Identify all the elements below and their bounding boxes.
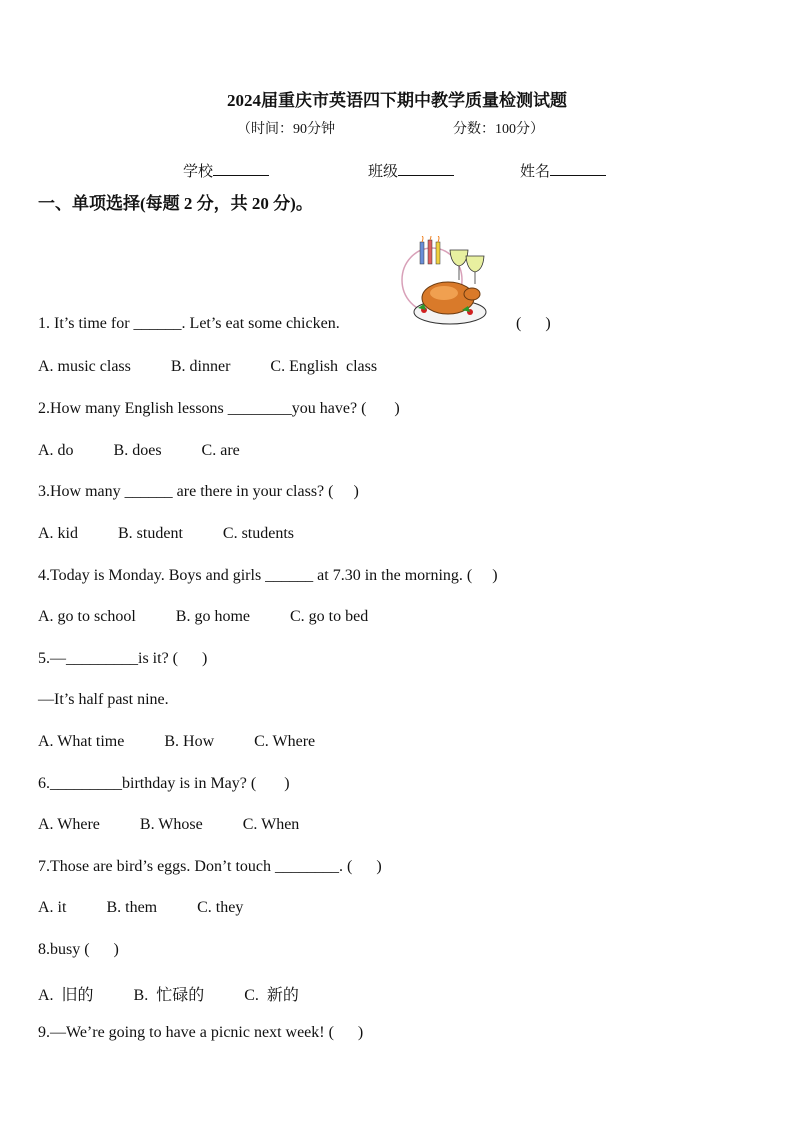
- question-1-stem: 1. It’s time for ______. Let’s eat some chicken.: [38, 315, 340, 332]
- name-field: [520, 160, 606, 181]
- name-label: 姓名: [520, 164, 551, 180]
- class-label: 班级: [368, 164, 399, 180]
- question-6-options: A. Where B. Whose C. When: [38, 816, 300, 833]
- exam-title: 2024届重庆市英语四下期中教学质量检测试题: [227, 91, 567, 110]
- exam-time: （时间：90分钟: [237, 122, 335, 137]
- class-blank[interactable]: [398, 161, 454, 176]
- exam-score: 分数：100分）: [453, 122, 544, 137]
- question-4-options: A. go to school B. go home C. go to bed: [38, 608, 369, 625]
- school-blank[interactable]: [213, 161, 269, 176]
- school-field: [183, 160, 269, 181]
- question-9-stem: 9.—We’re going to have a picnic next week! ( ): [38, 1024, 364, 1041]
- question-8-stem: 8.busy ( ): [38, 941, 119, 958]
- question-7-options: A. it B. them C. they: [38, 899, 244, 916]
- question-6-stem: 6._________birthday is in May? ( ): [38, 775, 290, 792]
- roast-chicken-illustration: [400, 236, 500, 331]
- class-field: [368, 160, 454, 181]
- question-2-options: A. do B. does C. are: [38, 442, 240, 459]
- question-2-stem: 2.How many English lessons ________you have? ( ): [38, 400, 400, 417]
- question-7-stem: 7.Those are bird’s eggs. Don’t touch ________. ( ): [38, 858, 382, 875]
- question-1-options: A. music class B. dinner C. English class: [38, 358, 378, 375]
- section-title: 一、单项选择(每题 2 分，共 20 分)。: [38, 194, 313, 213]
- question-8-options: A. 旧的 B. 忙碌的 C. 新的: [38, 987, 299, 1004]
- question-5-reply: —It’s half past nine.: [38, 691, 169, 708]
- question-3-options: A. kid B. student C. students: [38, 525, 295, 542]
- question-5-options: A. What time B. How C. Where: [38, 733, 316, 750]
- question-1-answer-paren[interactable]: ( ): [516, 315, 551, 332]
- school-label: 学校: [183, 164, 214, 180]
- name-blank[interactable]: [550, 161, 606, 176]
- question-3-stem: 3.How many ______ are there in your class? ( ): [38, 483, 359, 500]
- roast-chicken-icon: [400, 236, 500, 331]
- question-5-stem: 5.—_________is it? ( ): [38, 650, 208, 667]
- question-4-stem: 4.Today is Monday. Boys and girls ______ at 7.30 in the morning. ( ): [38, 567, 498, 584]
